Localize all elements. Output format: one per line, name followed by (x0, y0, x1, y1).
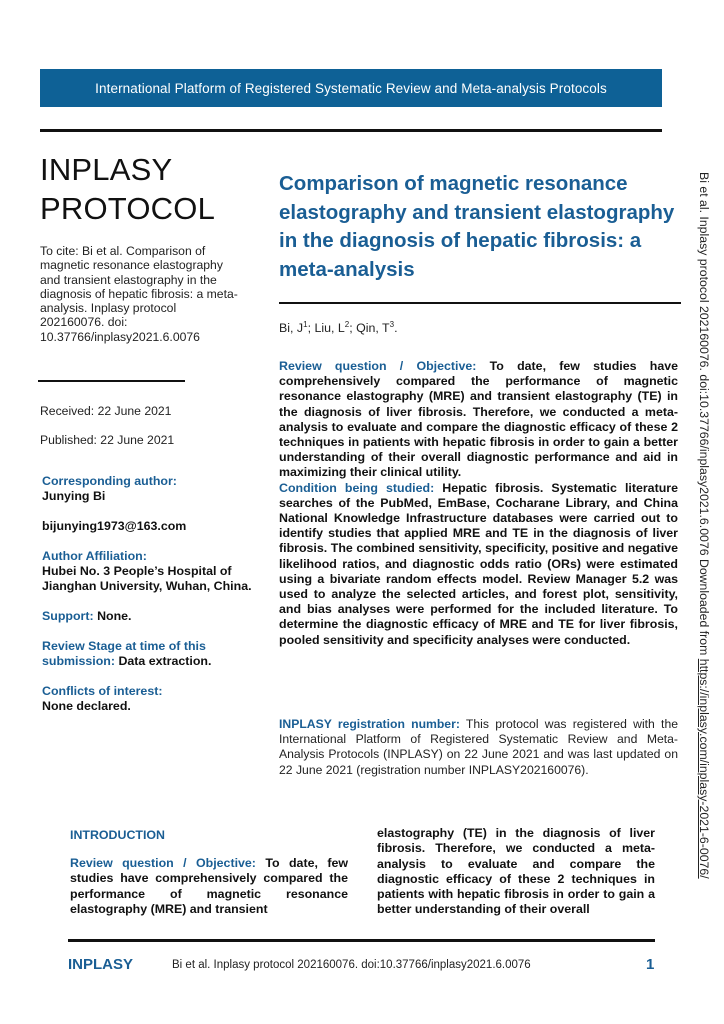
conflicts-label: Conflicts of interest: (42, 684, 163, 698)
review-stage-value: Data extraction. (118, 654, 212, 668)
corresponding-author-name: Junying Bi (42, 489, 106, 503)
introduction-text-1: To date, few studies have comprehensively compared the performance of magnetic resonance elastography (MRE) and transient (70, 856, 348, 916)
introduction-heading: INTRODUCTION (70, 828, 165, 842)
review-stage (42, 639, 252, 669)
footer-brand: INPLASY (68, 956, 134, 973)
author-separator: ; (349, 321, 357, 336)
affiliation-value: Hubei No. 3 People’s Hospital of Jianghan University, Wuhan, China. (42, 564, 252, 593)
corresponding-author (42, 474, 252, 504)
paper-title: Comparison of magnetic resonance elastography and transient elastography in the diagnosis of hepatic fibrosis: a meta-analysis (279, 172, 675, 281)
affiliation (42, 549, 252, 594)
author-name: Qin, T (356, 321, 390, 336)
support-label: Support: (42, 609, 94, 623)
abstract (279, 359, 678, 648)
author-affil-sup: 3 (389, 320, 395, 329)
condition-label: Condition being studied: (279, 480, 435, 495)
introduction-column-2: elastography (TE) in the diagnosis of liver fibrosis. Therefore, we conducted a meta-analysis to evaluate and compare the diagnostic efficacy of these 2 techniques in patients with hepatic fibrosis in order to gain a better understanding of their overall (377, 826, 655, 917)
registration-label: INPLASY registration number: (279, 717, 460, 731)
author-name: Liu, L (314, 321, 345, 336)
title-divider (279, 302, 681, 304)
author-list (279, 320, 398, 335)
side-download-notice (697, 172, 711, 897)
support (42, 609, 252, 624)
review-question-text: To date, few studies have comprehensively compared the performance of magnetic resonance elastography (MRE) and transient elastography (TE) in the diagnosis of liver fibrosis. Therefore, we conducted a meta-analysis to evaluate and compare the diagnostic efficacy of these 2 techniques in patients with hepatic fibrosis in order to gain a better understanding of their overall diagnostic performance and aid in maximizing their clinical utility. (279, 359, 678, 480)
page-number: 1 (646, 956, 655, 973)
brand-line-2: PROTOCOL (40, 191, 216, 226)
conflicts (42, 684, 252, 714)
citation: To cite: Bi et al. Comparison of magnetic resonance elastography and transient elastography in the diagnosis of hepatic fibrosis: a meta-analysis. Inplasy protocol 202160076. doi: 10.37766/inplasy2021.6.0076 (40, 244, 238, 344)
condition-paragraph (279, 481, 678, 648)
published-date: Published: 22 June 2021 (40, 433, 175, 447)
registration-paragraph (279, 717, 678, 778)
conflicts-value: None declared. (42, 699, 131, 713)
registration-text: This protocol was registered with the International Platform of Registered Systematic Review and Meta-Analysis Protocols (INPLASY) on 22 June 2021 and was last updated on 22 June 2021 (registration number INPLASY202160076). (279, 717, 678, 777)
received-date: Received: 22 June 2021 (40, 404, 172, 418)
introduction-label: Review question / Objective: (70, 856, 256, 870)
support-value: None. (97, 609, 132, 623)
brand-title (40, 150, 215, 228)
sidebar-divider (38, 380, 185, 382)
top-divider (40, 129, 662, 132)
sidebar-metadata (42, 474, 252, 729)
dates (40, 404, 174, 462)
footer-citation: Bi et al. Inplasy protocol 202160076. doi:10.37766/inplasy2021.6.0076 (172, 959, 531, 971)
author-affil-sup: 1 (303, 320, 308, 329)
review-stage-label: Review Stage at time of this submission: (42, 639, 206, 668)
review-question-label: Review question / Objective: (279, 359, 477, 373)
condition-text: Hepatic fibrosis. Systematic literature searches of the PubMed, EmBase, Cocharane Library, and China National Knowledge Infrastructure databases were carried out to identify studies that applied MRE and TE in the diagnosis of liver fibrosis. The combined sensitivity, specificity, positive and negative likelihood ratios, and diagnostic odds ratio (ORs) were estimated using a bivariate random effects model. Review Manager 5.2 was used to analyze the selected articles, and forest plot, sensitivity, and bias analyses were performed for the included literature. To determine the diagnostic efficacy of MRE and TE for liver fibrosis, pooled sensitivity and specificity analyses were conducted. (279, 480, 678, 647)
review-question-paragraph (279, 359, 678, 481)
brand-line-1: INPLASY (40, 152, 173, 187)
author-name: Bi, J (279, 321, 304, 336)
author-separator: . (394, 321, 398, 336)
author-email[interactable]: bijunying1973@163.com (42, 519, 187, 533)
side-citation-text: Bi et al. Inplasy protocol 202160076. doi:10.37766/inplasy2021.6.0076 Downloaded from (697, 172, 711, 659)
affiliation-label: Author Affiliation: (42, 549, 147, 563)
email-block (42, 519, 252, 534)
introduction-column-1 (70, 856, 348, 917)
corresponding-author-label: Corresponding author: (42, 474, 177, 488)
footer-divider (68, 939, 655, 942)
download-link[interactable]: https://inplasy.com/inplasy-2021-6-0076/ (697, 658, 711, 879)
author-affil-sup: 2 (344, 320, 350, 329)
header-banner: International Platform of Registered Systematic Review and Meta-analysis Protocols (40, 69, 662, 107)
author-separator: ; (307, 321, 315, 336)
